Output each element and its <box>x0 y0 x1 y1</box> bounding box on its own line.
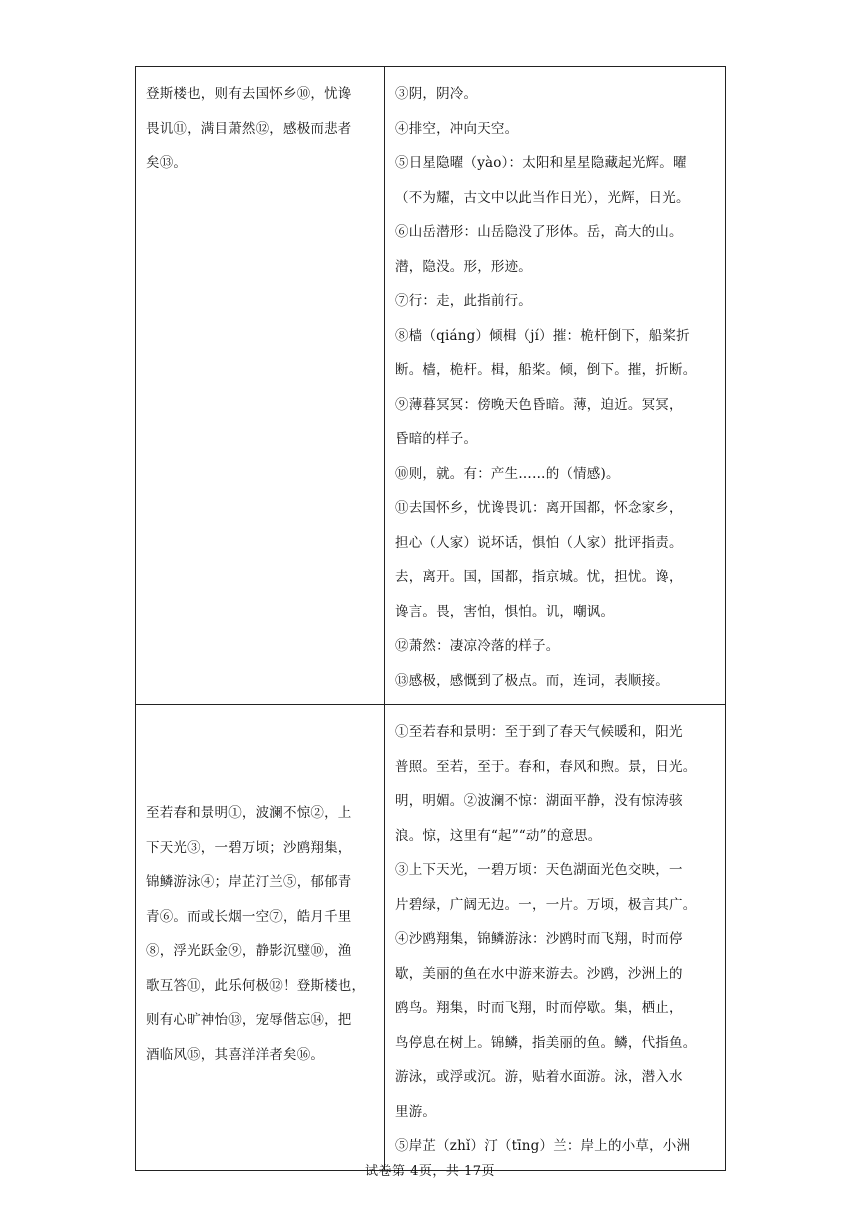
original-text-line: 歌互答⑪，此乐何极⑫！登斯楼也， <box>146 977 366 994</box>
annotation-line: 片碧绿，广阔无边。一，一片。万顷，极言其广。 <box>395 896 697 913</box>
annotation-line: ⑬感极，感慨到了极点。而，连词，表顺接。 <box>395 672 669 689</box>
original-text-line: ⑧，浮光跃金⑨，静影沉璧⑩，渔 <box>146 943 352 960</box>
original-text-line: 矣⑬。 <box>146 155 188 171</box>
annotation-line: 担心（人家）说坏话，惧怕（人家）批评指责。 <box>395 534 683 551</box>
original-text-line: 登斯楼也，则有去国怀乡⑩，忧谗 <box>146 86 352 102</box>
annotation-line: ⑥山岳潜形：山岳隐没了形体。岳，高大的山。 <box>395 224 683 240</box>
annotation-line: ⑤日星隐曜（yào）：太阳和星星隐藏起光辉。曜 <box>395 155 687 171</box>
annotation-line: ①至若春和景明：至于到了春天气候暖和，阳光 <box>395 724 683 740</box>
original-text-line: 酒临风⑮，其喜洋洋者矣⑯。 <box>146 1046 325 1063</box>
annotation-line: 浪。惊，这里有“起”“动”的意思。 <box>395 827 602 844</box>
annotation-line: ⑦行：走，此指前行。 <box>395 293 532 309</box>
original-text-line: 至若春和景明①，波澜不惊②，上 <box>146 805 352 822</box>
annotation-line: 去，离开。国，国都，指京城。忧，担忧。谗， <box>395 569 683 585</box>
annotation-line: 普照。至若，至于。春和，春风和煦。景，日光。 <box>395 758 697 775</box>
annotation-table <box>135 66 726 1171</box>
annotation-line: ⑩则，就。有：产生……的（情感)。 <box>395 465 620 482</box>
annotation-line: ③上下天光，一碧万顷：天色湖面光色交映，一 <box>395 862 683 878</box>
annotation-line: ④排空，冲向天空。 <box>395 120 519 137</box>
page-footer: 试卷第 4页，共 17页 <box>364 1164 496 1179</box>
original-text-cell <box>136 705 385 1171</box>
original-text-line: 青⑥。而或长烟一空⑦，皓月千里 <box>146 908 352 925</box>
original-text-line: 畏讥⑪，满目萧然⑫，感极而悲者 <box>146 120 352 137</box>
annotation-line: 明，明媚。②波澜不惊：湖面平静，没有惊涛骇 <box>395 793 683 809</box>
annotation-line: ⑫萧然：凄凉冷落的样子。 <box>395 638 560 654</box>
annotation-cell <box>385 705 726 1171</box>
table-row <box>136 67 726 705</box>
annotation-line: 潜，隐没。形，形迹。 <box>395 258 532 275</box>
annotation-line: 游泳，或浮或沉。游，贴着水面游。泳，潜入水 <box>395 1069 683 1085</box>
annotation-line: ③阴，阴冷。 <box>395 86 478 102</box>
annotation-line: ⑪去国怀乡，忧谗畏讥：离开国都，怀念家乡， <box>395 500 683 516</box>
annotation-line: 鸟停息在树上。锦鳞，指美丽的鱼。鳞，代指鱼。 <box>395 1034 697 1051</box>
annotation-line: 谗言。畏，害怕，惧怕。讥，嘲讽。 <box>395 603 615 620</box>
annotation-line: 昏暗的样子。 <box>395 431 478 447</box>
original-text-line: 下天光③，一碧万顷；沙鸥翔集， <box>146 839 352 856</box>
annotation-line: ⑧樯（qiáng）倾楫（jí）摧：桅杆倒下，船桨折 <box>395 327 690 344</box>
annotation-line: 歇，美丽的鱼在水中游来游去。沙鸥，沙洲上的 <box>395 965 683 982</box>
annotation-line: ⑤岸芷（zhǐ）汀（tīng）兰：岸上的小草，小洲 <box>395 1138 691 1154</box>
original-text-cell <box>136 67 385 705</box>
annotation-line: ④沙鸥翔集，锦鳞游泳：沙鸥时而飞翔，时而停 <box>395 931 683 947</box>
annotation-cell <box>385 67 726 705</box>
original-text-line: 则有心旷神怡⑬，宠辱偕忘⑭，把 <box>146 1012 352 1029</box>
annotation-line: （不为耀，古文中以此当作日光），光辉，日光。 <box>395 189 690 206</box>
original-text-line: 锦鳞游泳④；岸芷汀兰⑤，郁郁青 <box>146 874 352 891</box>
table-row <box>136 705 726 1171</box>
annotation-line: ⑨薄暮冥冥：傍晚天色昏暗。薄，迫近。冥冥， <box>395 396 683 413</box>
annotation-line: 里游。 <box>395 1103 437 1120</box>
annotation-line: 鸥鸟。翔集，时而飞翔，时而停歇。集，栖止， <box>395 1000 683 1016</box>
annotation-line: 断。樯，桅杆。楫，船桨。倾，倒下。摧，折断。 <box>395 362 697 378</box>
